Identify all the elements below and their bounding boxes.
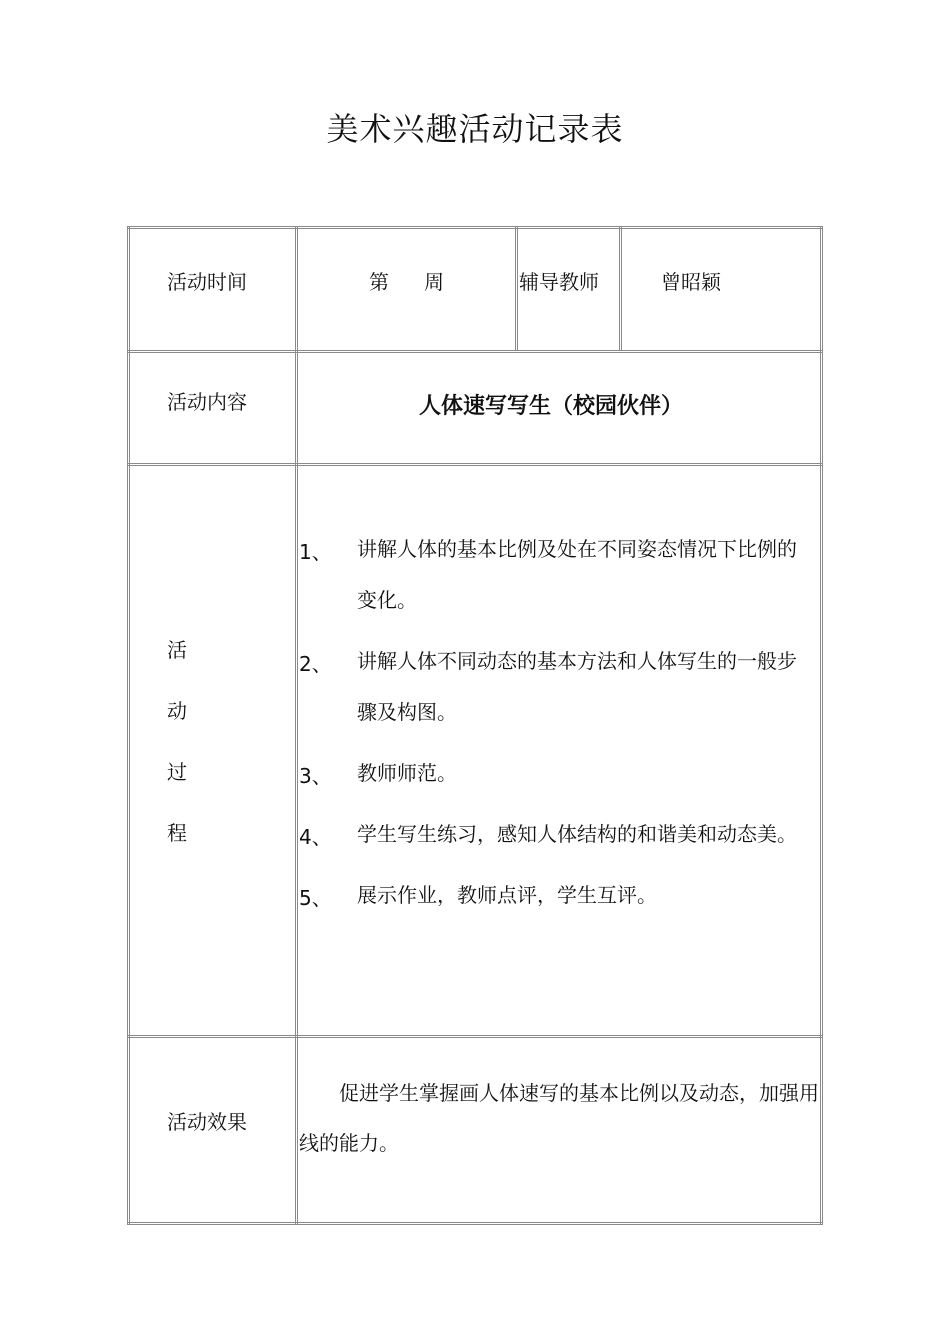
process-label-char: 动 bbox=[167, 699, 187, 723]
teacher-name: 曾昭颖 bbox=[661, 270, 721, 294]
activity-content-label: 活动内容 bbox=[167, 390, 247, 414]
activity-effect-text: 促进学生掌握画人体速写的基本比例以及动态，加强用线的能力。 bbox=[299, 1081, 819, 1155]
activity-process-label bbox=[167, 634, 187, 878]
step-number: 5、 bbox=[299, 886, 332, 910]
table-border-left bbox=[127, 226, 130, 1225]
step-text: 学生写生练习，感知人体结构的和谐美和动态美。 bbox=[357, 822, 797, 846]
document-title: 美术兴趣活动记录表 bbox=[326, 110, 624, 148]
teacher-label: 辅导教师 bbox=[519, 270, 599, 294]
step-number: 1、 bbox=[299, 540, 332, 564]
process-label-char: 活 bbox=[167, 638, 187, 662]
step-text: 教师师范。 bbox=[357, 761, 457, 785]
teacher-name-divider bbox=[619, 226, 622, 351]
row-divider-2 bbox=[127, 463, 823, 466]
activity-effect-label: 活动效果 bbox=[167, 1110, 247, 1134]
row-divider-3 bbox=[127, 1035, 823, 1038]
week-suffix: 周 bbox=[424, 270, 444, 294]
table-border-top bbox=[127, 226, 823, 229]
step-number: 3、 bbox=[299, 764, 332, 788]
process-step bbox=[299, 870, 811, 921]
week-prefix: 第 bbox=[369, 270, 389, 294]
process-step bbox=[299, 524, 811, 626]
process-step bbox=[299, 636, 811, 738]
process-label-char: 过 bbox=[167, 760, 187, 784]
step-text: 讲解人体的基本比例及处在不同姿态情况下比例的变化。 bbox=[357, 537, 797, 612]
step-text: 展示作业，教师点评，学生互评。 bbox=[357, 883, 657, 907]
process-label-char: 程 bbox=[167, 821, 187, 845]
activity-time-label: 活动时间 bbox=[167, 270, 247, 294]
step-number: 4、 bbox=[299, 825, 332, 849]
week-teacher-divider bbox=[515, 226, 518, 351]
activity-record-table bbox=[127, 226, 823, 1226]
step-text: 讲解人体不同动态的基本方法和人体写生的一般步骤及构图。 bbox=[357, 649, 797, 724]
process-step bbox=[299, 748, 811, 799]
process-steps-list bbox=[299, 524, 811, 931]
row-divider-1 bbox=[127, 350, 823, 353]
activity-content-value: 人体速写写生（校园伙伴） bbox=[419, 394, 684, 419]
label-column-divider bbox=[295, 226, 298, 1225]
process-step bbox=[299, 809, 811, 860]
step-number: 2、 bbox=[299, 652, 332, 676]
table-border-bottom bbox=[127, 1222, 823, 1225]
